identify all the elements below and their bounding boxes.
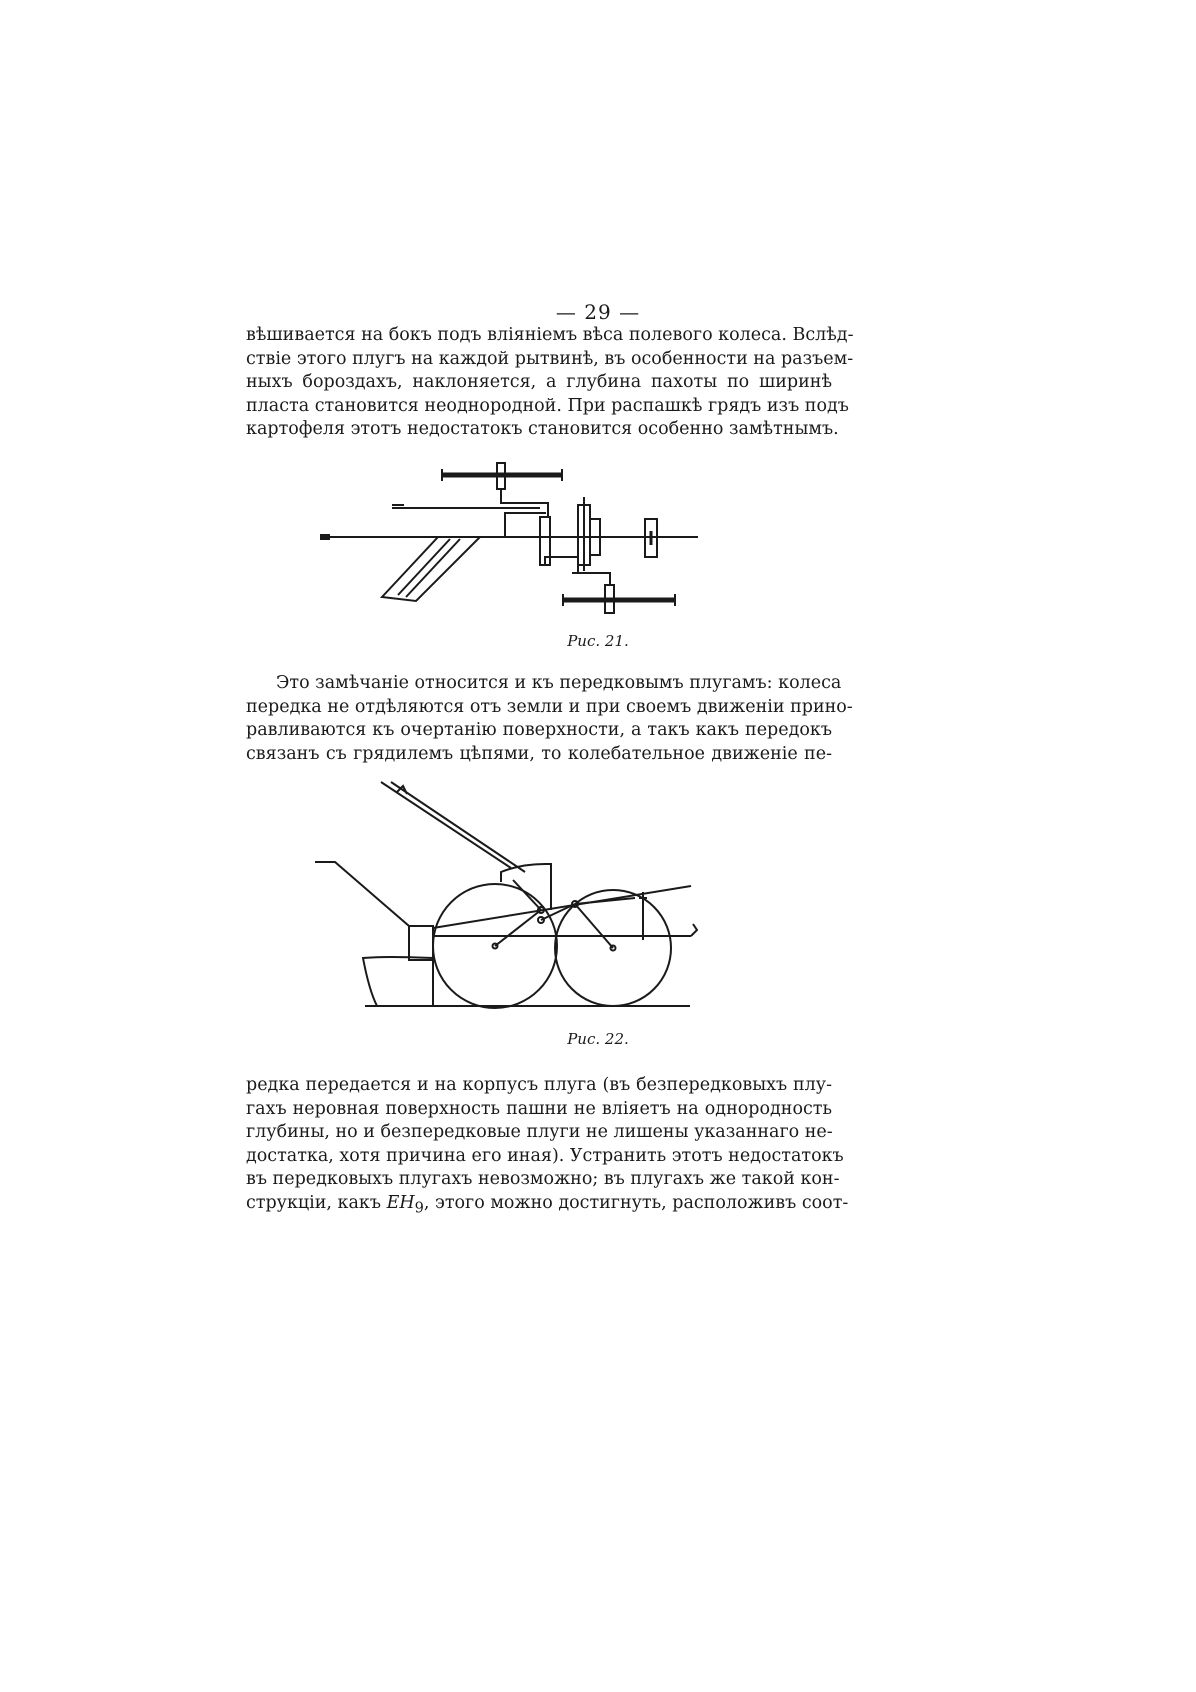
text-line: картофеля этотъ недостатокъ становится особенно замѣтнымъ. xyxy=(246,419,839,440)
formula-subscript: 9 xyxy=(414,1199,424,1217)
share-shape xyxy=(363,957,433,1006)
text-fragment: , этого можно достигнуть, расположивъ соот- xyxy=(423,1192,849,1213)
text-line: связанъ съ грядилемъ цѣпями, то колебательное движеніе пе- xyxy=(246,743,832,764)
paragraph-3 xyxy=(246,1074,849,1220)
text-line: равливаются къ очертанію поверхности, а такъ какъ передокъ xyxy=(246,720,832,741)
paragraph-1 xyxy=(246,324,854,442)
figure-21-caption: Рис. 21. xyxy=(567,632,629,650)
text-line xyxy=(246,1192,849,1220)
text-line: редка передается и на корпусъ плуга (въ безпередковыхъ плу- xyxy=(246,1075,832,1095)
text-line: гахъ неровная поверхность пашни не вліяетъ на однородность xyxy=(246,1098,832,1119)
text-line: Это замѣчаніе относится и къ передковымъ плугамъ: колеса xyxy=(276,673,842,693)
figure-22-caption: Рис. 22. xyxy=(567,1030,629,1048)
figure-21-plough-plan-diagram xyxy=(300,445,720,630)
text-fragment: струкціи, какъ xyxy=(246,1192,387,1213)
text-line: передка не отдѣляются отъ земли и при своемъ движеніи прино- xyxy=(246,696,853,717)
text-line: въ передковыхъ плугахъ невозможно; въ плугахъ же такой кон- xyxy=(246,1169,840,1190)
handle-line xyxy=(381,782,511,868)
plough-plan-drawing xyxy=(300,445,720,630)
paragraph-2 xyxy=(246,672,853,766)
text-line: достатка, хотя причина его иная). Устранить этотъ недостатокъ xyxy=(246,1145,844,1166)
text-line: ныхъ бороздахъ, наклоняется, а глубина пахоты по ширинѣ xyxy=(246,372,832,393)
text-line: ствіе этого плугъ на каждой рытвинѣ, въ особенности на разъем- xyxy=(246,348,854,369)
text-line: вѣшивается на бокъ подъ вліяніемъ вѣса полевого колеса. Вслѣд- xyxy=(246,325,854,345)
page-number: — 29 — xyxy=(555,300,641,324)
formula-symbol: EH xyxy=(386,1192,415,1213)
figure-22-plough-side-diagram xyxy=(305,780,725,1015)
text-line: пласта становится неоднородной. При распашкѣ грядъ изъ подъ xyxy=(246,395,849,416)
plough-side-drawing xyxy=(305,780,725,1015)
text-line: глубины, но и безпередковые плуги не лишены указаннаго не- xyxy=(246,1122,833,1143)
